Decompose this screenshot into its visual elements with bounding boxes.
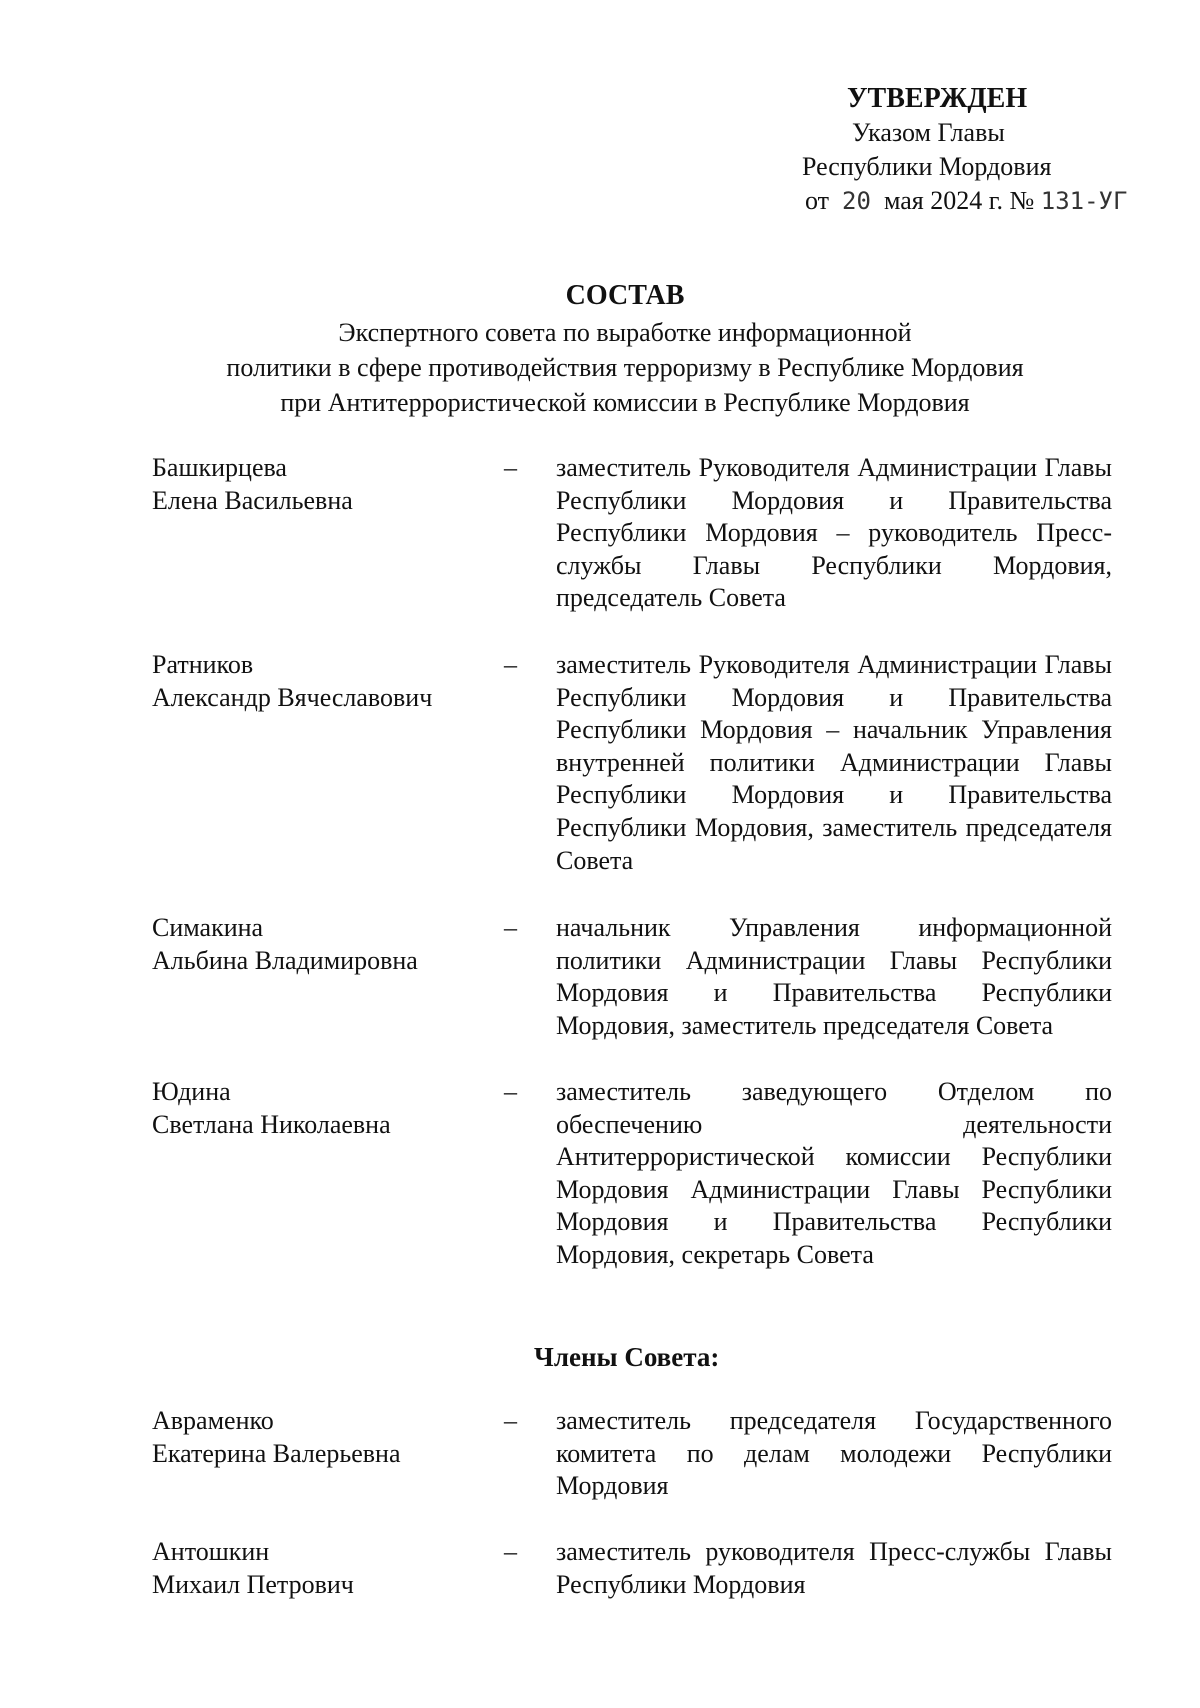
member-given-name: Светлана Николаевна (152, 1109, 391, 1139)
member-name (152, 649, 504, 714)
member-row (152, 912, 1112, 1042)
decree-label: Указом Главы (852, 118, 1005, 147)
decree-number: 131-УГ (1040, 187, 1128, 215)
member-surname: Антошкин (152, 1537, 270, 1566)
member-surname: Авраменко (152, 1406, 274, 1435)
member-given-name: Михаил Петрович (152, 1569, 354, 1599)
member-row (152, 452, 1112, 615)
member-row (152, 649, 1112, 877)
member-name (152, 912, 504, 977)
decree-day: 20 (842, 187, 871, 215)
member-given-name: Альбина Владимировна (152, 945, 418, 975)
member-name (152, 1536, 504, 1601)
member-given-name: Александр Вячеславович (152, 682, 433, 712)
member-role: заместитель заведующего Отделом по обеспечению деятельности Антитеррористической комиссии Республики Мордовия Администрации Главы Республики Мордовия и Правительства Республики Мордовия, секретарь Совета (556, 1077, 1112, 1269)
member-surname: Башкирцева (152, 453, 287, 482)
member-dash: – (504, 453, 517, 482)
member-dash: – (504, 650, 517, 679)
page-title: СОСТАВ (565, 280, 685, 311)
decree-month-year: мая 2024 г. № (883, 186, 1035, 215)
member-surname: Ратников (152, 650, 254, 679)
member-given-name: Екатерина Валерьевна (152, 1438, 401, 1468)
member-dash: – (504, 1077, 517, 1106)
member-role: начальник Управления информационной политики Администрации Главы Республики Мордовия и Правительства Республики Мордовия, заместитель председателя Совета (556, 913, 1112, 1040)
member-role: заместитель руководителя Пресс-службы Главы Республики Мордовия (556, 1537, 1112, 1599)
date-prefix: от (805, 186, 830, 215)
member-given-name: Елена Васильевна (152, 485, 353, 515)
subtitle-line-3: при Антитеррористической комиссии в Республике Мордовия (280, 388, 970, 417)
approved-label: УТВЕРЖДЕН (847, 83, 1028, 114)
title-block (150, 278, 1100, 420)
subtitle-line-1: Экспертного совета по выработке информационной (338, 318, 912, 347)
member-name (152, 452, 504, 517)
member-dash: – (504, 913, 517, 942)
subtitle-line-2: политики в сфере противодействия терроризму в Республике Мордовия (226, 353, 1024, 382)
member-row (152, 1405, 1112, 1503)
member-role: заместитель председателя Государственного комитета по делам молодежи Республики Мордовия (556, 1406, 1112, 1501)
member-name (152, 1076, 504, 1141)
member-surname: Юдина (152, 1077, 231, 1106)
member-name (152, 1405, 504, 1470)
members-section-heading: Члены Совета: (534, 1342, 720, 1372)
member-surname: Симакина (152, 913, 264, 942)
member-role: заместитель Руководителя Администрации Главы Республики Мордовия и Правительства Республики Мордовия – начальник Управления внутренней политики Администрации Главы Республики Мордовия и Правительства Республики Мордовия, заместитель председателя Совета (556, 650, 1112, 875)
member-dash: – (504, 1537, 517, 1566)
member-row (152, 1536, 1112, 1601)
member-role: заместитель Руководителя Администрации Главы Республики Мордовия и Правительства Республики Мордовия – руководитель Пресс-службы Главы Республики Мордовия, председатель Совета (556, 453, 1112, 613)
member-dash: – (504, 1406, 517, 1435)
decree-date-line (795, 184, 1195, 218)
republic-label: Республики Мордовия (802, 152, 1052, 181)
member-row (152, 1076, 1112, 1272)
approval-block (795, 82, 1195, 218)
